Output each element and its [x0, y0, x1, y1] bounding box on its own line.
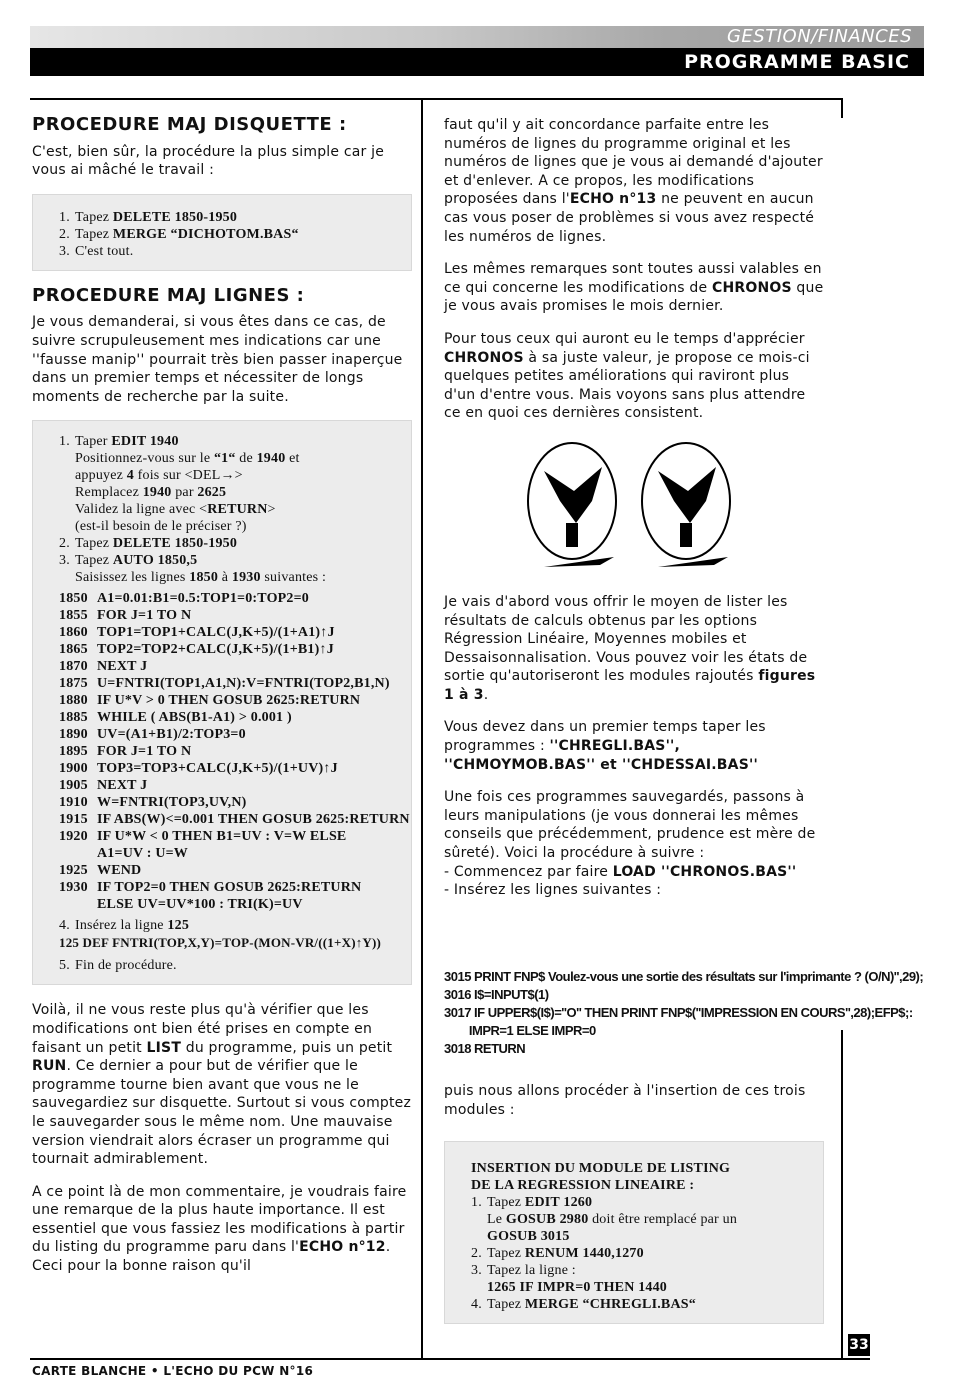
paragraph: - Commencez par faire LOAD ''CHRONOS.BAS'' [444, 863, 797, 880]
right-border-top [841, 98, 843, 118]
list-item: 2. Tapez DELETE 1850-1950 [59, 536, 238, 552]
code-line: 1895 FOR J=1 TO N [59, 744, 192, 760]
code-line: 1855 FOR J=1 TO N [59, 608, 192, 624]
paragraph: Vous devez dans un premier temps taper les programmes : ''CHREGLI.BAS'', ''CHMOYMOB.BAS'' et ''CHDESSAI.BAS'' [444, 719, 766, 773]
column-divider [421, 100, 423, 1358]
list-item: 3. Tapez AUTO 1850,5 [59, 553, 198, 569]
paragraph: faut qu'il y ait concordance parfaite entre les numéros de lignes du programme original et les numéros de lignes que je vous ai demandé d'ajouter et d'enlever. A ce propos, les modifications proposées dans l'ECHO n°13 ne peuvent en aucun cas vous poser de problèmes si vous avez respecté les numéros de lignes. [444, 117, 823, 245]
code-line: 125 DEF FNTRI(TOP,X,Y)=TOP-(MON-VR/((1+X)↑Y)) [59, 935, 382, 951]
program-line: 3018 RETURN [444, 1041, 526, 1056]
list-item: 2. Tapez RENUM 1440,1270 [471, 1246, 644, 1262]
code-line: 1875 U=FNTRI(TOP1,A1,N):V=FNTRI(TOP2,B1,N) [59, 676, 390, 692]
code-line: 1850 A1=0.01:B1=0.5:TOP1=0:TOP2=0 [59, 591, 309, 607]
list-item: 4. Insérez la ligne 125 [59, 918, 190, 934]
paragraph: Voilà, il ne vous reste plus qu'à vérifier que les modifications ont bien été prises en compte en faisant un petit LIST du programme, puis un petit RUN. Ce dernier a pour but de vérifier que le programme tourne bien avant que vous ne le sauvegardiez sur disquette. Surtout si vous comptez le sauvegarder sous le même nom. Une mauvaise version viendrait alors écraser un programme qui tournait admirablement. [32, 1002, 412, 1168]
page-number: 33 [848, 1334, 870, 1356]
code-line: 1870 NEXT J [59, 659, 148, 675]
list-item: 3. Tapez la ligne : [471, 1263, 576, 1279]
code-line: 1885 WHILE ( ABS(B1-A1) > 0.001 ) [59, 710, 292, 726]
bottom-rule [30, 1358, 870, 1360]
footer: CARTE BLANCHE • L'ECHO DU PCW N°16 [32, 1364, 314, 1378]
code-line: 1880 IF U*V > 0 THEN GOSUB 2625:RETURN [59, 693, 361, 709]
paragraph: puis nous allons procéder à l'insertion de ces trois modules : [444, 1083, 806, 1118]
code-line: 1920 IF U*W < 0 THEN B1=UV : V=W ELSE [59, 829, 347, 845]
heading-maj-lignes: PROCEDURE MAJ LIGNES : [32, 284, 305, 306]
paragraph: Une fois ces programmes sauvegardés, passons à leurs manipulations (je vous donnerai les mêmes conseils que précédemment, prudence est mère de sûreté). Voici la procédure à suivre : [444, 789, 816, 862]
code-line: 1910 W=FNTRI(TOP3,UV,N) [59, 795, 247, 811]
list-item: 2. Tapez MERGE “DICHOTOM.BAS“ [59, 226, 299, 242]
code-line: 1915 IF ABS(W)<=0.001 THEN GOSUB 2625:RETURN [59, 812, 410, 828]
box-title: DE LA REGRESSION LINEAIRE : [471, 1178, 695, 1194]
echo-logo-image [514, 431, 754, 579]
paragraph: A ce point là de mon commentaire, je voudrais faire une remarque de la plus haute importance. Il est essentiel que vous fassiez les modifications à partir du listing du programme paru dans l'ECHO n°12. Ceci pour la bonne raison qu'il [32, 1183, 407, 1275]
instruction-box-3: INSERTION DU MODULE DE LISTING DE LA REGRESSION LINEAIRE : 1. Tapez EDIT 1260 Le GOSUB 2980 doit être remplacé par un GOSUB 3015 2. Tapez RENUM 1440,1270 3. Tapez la ligne : 1265 IF IMPR=0 THEN 1440 4. Tapez MERGE “CHREGLI.BAS“ [444, 1141, 824, 1324]
list-item: 1. Tapez DELETE 1850-1950 [59, 209, 238, 225]
top-rule [30, 98, 843, 100]
instruction-box-2: 1. Taper EDIT 1940 Positionnez-vous sur le “1“ de 1940 et appuyez 4 fois sur <DEL→> Remplacez 1940 par 2625 Validez la ligne avec <RETURN> (est-il besoin de le préciser ?) 2. Tapez DELETE 1850-1950 3. Tapez AUTO 1850,5 Saisissez les lignes 1850 à 1930 suivantes : 1850 A1=0.01:B1=0.5:TOP1=0:TOP2=0 1855 FOR J=1 TO N 1860 TOP1=TOP1+CALC(J,K+5)/(1+A1)↑J 1865 TOP2=TOP2+CALC(J,K+5)/(1+B1)↑J 1870 NEXT J 1875 U=FNTRI(TOP1,A1,N):V=FNTRI(TOP2,B1,N) 1880 IF U*V > 0 THEN GOSUB 2625:RETURN 1885 WHILE ( ABS(B1-A1) > 0.001 ) 1890 UV=(A1+B1)/2:TOP3=0 1895 FOR J=1 TO N 1900 TOP3=TOP3+CALC(J,K+5)/(1+UV)↑J 1905 NEXT J 1910 W=FNTRI(TOP3,UV,N) 1915 IF ABS(W)<=0.001 THEN GOSUB 2625:RETURN 1920 IF U*W < 0 THEN B1=UV : V=W ELSE A1=UV : U=W 1925 WEND 1930 IF TOP2=0 THEN GOSUB 2625:RETURN ELSE UV=UV*100 : TRI(K)=UV 4. Insérez la ligne 125 125 DEF FNTRI(TOP,X,Y)=TOP-(MON-VR/((1+X)↑Y)) 5. Fin de procédure. [32, 420, 412, 985]
left-column [32, 116, 412, 1290]
list-item: 5. Fin de procédure. [59, 958, 177, 974]
right-border-bottom [841, 1030, 843, 1358]
code-line: 1925 WEND [59, 863, 142, 879]
list-item: 4. Tapez MERGE “CHREGLI.BAS“ [471, 1297, 696, 1313]
basic-listing [444, 968, 934, 1058]
paragraph: C'est, bien sûr, la procédure la plus simple car je vous ai mâché le travail : [32, 143, 385, 179]
right-column [444, 116, 824, 900]
heading-maj-disquette: PROCEDURE MAJ DISQUETTE : [32, 114, 347, 135]
paragraph: Les mêmes remarques sont toutes aussi valables en ce qui concerne les modifications de CHRONOS que je vous avais promises le mois dernier. [444, 261, 824, 315]
program-line: 3016 I$=INPUT$(1) [444, 987, 549, 1002]
code-line: 1865 TOP2=TOP2+CALC(J,K+5)/(1+B1)↑J [59, 642, 334, 658]
code-line: 1890 UV=(A1+B1)/2:TOP3=0 [59, 727, 246, 743]
section-title: GESTION/FINANCES [726, 26, 912, 47]
code-listing [59, 590, 410, 913]
paragraph: Pour tous ceux qui auront eu le temps d'apprécier CHRONOS à sa juste valeur, je propose ce mois-ci quelques petites améliorations qui raviront plus d'un d'entre vous. Mais voyons sans plus attendre ce en quoi ces dernières consistent. [444, 330, 810, 422]
right-column-lower [444, 1082, 824, 1340]
program-line: 3015 PRINT FNP$ Voulez-vous une sortie des résultats sur l'imprimante ? (O/N)'',29); [444, 969, 924, 984]
instruction-box-1 [32, 194, 412, 271]
box-title: INSERTION DU MODULE DE LISTING [471, 1161, 731, 1177]
paragraph: Je vous demanderai, si vous êtes dans ce cas, de suivre scrupuleusement mes indications car une ''fausse manip'' pourrait très bien passer inaperçue dans un premier temps et nécessiter de longs moments de recherche par la suite. [32, 314, 403, 405]
subsection-banner [30, 48, 924, 76]
code-line: 1930 IF TOP2=0 THEN GOSUB 2625:RETURN [59, 880, 362, 896]
paragraph: - Insérez les lignes suivantes : [444, 882, 662, 899]
subsection-title: PROGRAMME BASIC [684, 51, 910, 73]
list-item: 3. C'est tout. [59, 243, 134, 259]
list-item: 1. Taper EDIT 1940 [59, 434, 179, 450]
program-line: 3017 IF UPPER$(I$)=''O'' THEN PRINT FNP$(''IMPRESSION EN COURS'',28);EFP$;: [444, 1005, 913, 1020]
paragraph: Je vais d'abord vous offrir le moyen de lister les résultats de calculs obtenus par les options Régression Linéaire, Moyennes mobiles et Dessaisonnalisation. Vous pouvez voir les états de sortie qu'autoriseront les modules rajoutés figures 1 à 3. [444, 593, 816, 703]
code-line: 1900 TOP3=TOP3+CALC(J,K+5)/(1+UV)↑J [59, 761, 338, 777]
code-line: 1860 TOP1=TOP1+CALC(J,K+5)/(1+A1)↑J [59, 625, 335, 641]
program-line: IMPR=1 ELSE IMPR=0 [444, 1023, 596, 1038]
code-line: ELSE UV=UV*100 : TRI(K)=UV [97, 897, 303, 913]
list-item: 1. Tapez EDIT 1260 [471, 1195, 593, 1211]
code-line: A1=UV : U=W [97, 846, 189, 862]
code-line: 1905 NEXT J [59, 778, 148, 794]
section-banner [30, 26, 924, 48]
